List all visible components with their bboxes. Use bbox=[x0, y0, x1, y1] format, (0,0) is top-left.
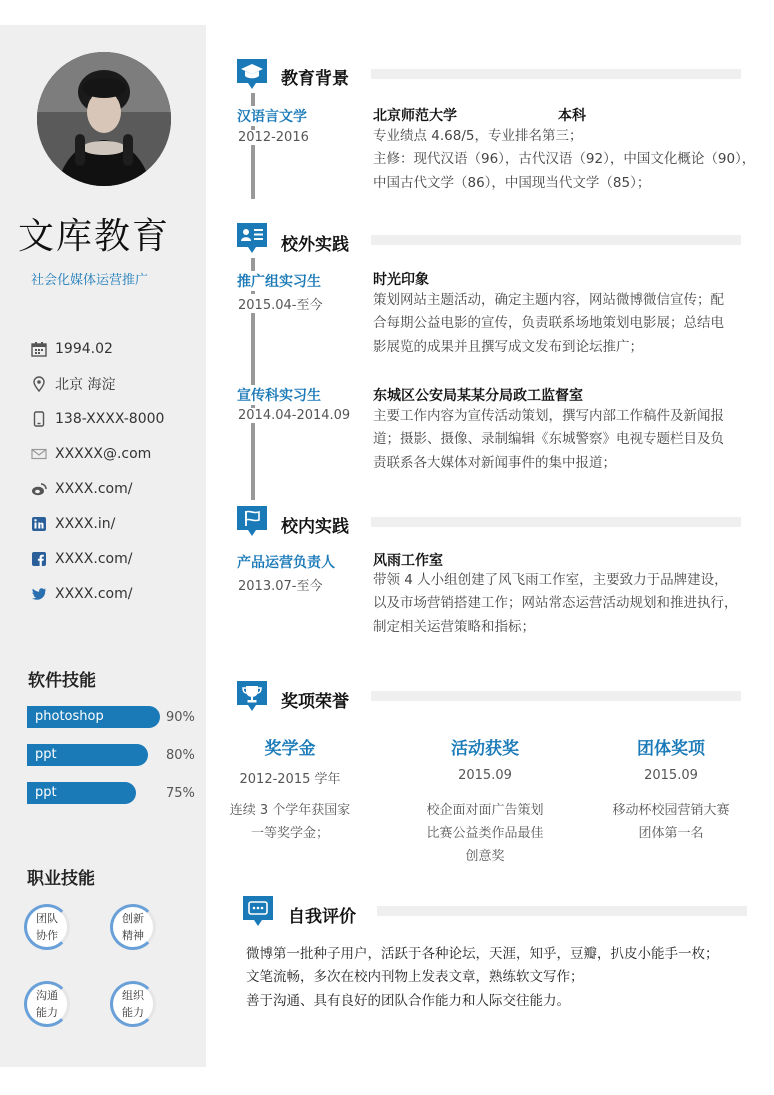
section-divider bbox=[371, 69, 741, 79]
internal-description bbox=[373, 569, 738, 639]
description-line: 道；摄影、摄像、录制编辑《东城警察》电视专题栏目及负 bbox=[373, 431, 724, 448]
external-org: 时光印象 bbox=[373, 272, 429, 288]
weibo-icon bbox=[31, 481, 47, 497]
award-description bbox=[586, 799, 756, 845]
internal-role: 产品运营负责人 bbox=[237, 555, 335, 571]
description-line: 创意奖 bbox=[465, 849, 505, 864]
section-divider bbox=[377, 906, 747, 916]
award-date: 2015.09 bbox=[458, 768, 512, 783]
description-line: 校企面对面广告策划 bbox=[426, 803, 544, 818]
location-icon bbox=[31, 376, 47, 392]
skill-ring-label: 团队 bbox=[36, 912, 58, 925]
skill-ring-label: 协作 bbox=[36, 929, 58, 942]
description-line: 微博第一批种子用户，活跃于各种论坛，天涯，知乎，豆瓣，扒皮小能手一枚； bbox=[246, 946, 719, 962]
description-line: 合每期公益电影的宣传，负责联系场地策划电影展；总结电 bbox=[373, 315, 724, 332]
external-description bbox=[373, 289, 724, 359]
contact-twitter bbox=[31, 584, 132, 604]
award-date: 2015.09 bbox=[644, 768, 698, 783]
skill-bar-ppt: ppt bbox=[27, 744, 148, 766]
mail-icon bbox=[31, 446, 47, 462]
award-title: 奖学金 bbox=[264, 739, 316, 759]
description-line: 以及市场营销搭建工作；网站常态运营活动规划和推进执行， bbox=[373, 595, 738, 612]
description-line: 移动杯校园营销大赛 bbox=[612, 803, 730, 818]
education-description bbox=[373, 125, 755, 195]
description-line: 带领 4 人小组创建了风飞雨工作室，主要致力于品牌建设， bbox=[373, 572, 728, 588]
description-line: 责联系各大媒体对新闻事件的集中报道； bbox=[373, 454, 616, 471]
skill-ring-label: 组织 bbox=[122, 989, 144, 1002]
contact-linkedin bbox=[31, 514, 115, 534]
skill-bar-photoshop: photoshop bbox=[27, 706, 160, 728]
skill-percent: 80% bbox=[166, 748, 195, 763]
external-org: 东城区公安局某某分局政工监督室 bbox=[373, 388, 583, 404]
contact-text: XXXX.com/ bbox=[55, 551, 133, 567]
description-line: 中国古代文学（86），中国现当代文学（85）； bbox=[373, 174, 651, 191]
avatar-photo bbox=[37, 52, 171, 186]
external-role: 推广组实习生 bbox=[237, 271, 325, 291]
skill-ring-innovation bbox=[110, 904, 156, 950]
external-date: 2014.04-2014.09 bbox=[238, 408, 354, 423]
contact-text: XXXX.com/ bbox=[55, 481, 133, 497]
skill-percent: 75% bbox=[166, 786, 195, 801]
skill-ring-label: 能力 bbox=[122, 1006, 144, 1019]
awards-heading: 奖项荣誉 bbox=[281, 692, 349, 712]
contact-facebook bbox=[31, 549, 132, 569]
description-line: 一等奖学金； bbox=[250, 826, 329, 841]
contact-email bbox=[31, 444, 151, 464]
external-date: 2015.04-至今 bbox=[238, 294, 326, 313]
contact-text: 1994.02 bbox=[55, 341, 113, 357]
contact-text: XXXX.com/ bbox=[55, 586, 133, 602]
internal-org: 风雨工作室 bbox=[373, 553, 443, 569]
skill-ring-communication bbox=[24, 981, 70, 1027]
award-title: 团体奖项 bbox=[637, 739, 705, 759]
contact-location bbox=[31, 374, 115, 394]
calendar-icon bbox=[31, 341, 47, 357]
phone-icon bbox=[31, 411, 47, 427]
section-divider bbox=[371, 517, 741, 527]
section-divider bbox=[371, 235, 741, 245]
skill-ring-label: 精神 bbox=[122, 929, 144, 942]
description-line: 连续 3 个学年获国家 bbox=[229, 803, 351, 818]
contact-text: XXXXX@.com bbox=[55, 446, 152, 462]
candidate-name: 文库教育 bbox=[18, 216, 171, 257]
award-description bbox=[400, 799, 570, 868]
award-title: 活动获奖 bbox=[451, 739, 519, 759]
award-description bbox=[205, 799, 375, 845]
self-evaluation-heading: 自我评价 bbox=[288, 907, 356, 927]
education-major: 汉语言文学 bbox=[237, 106, 311, 126]
external-practice-heading: 校外实践 bbox=[281, 235, 349, 255]
skill-ring-teamwork bbox=[24, 904, 70, 950]
description-line: 制定相关运营策略和指标； bbox=[373, 618, 535, 635]
skill-ring-label: 沟通 bbox=[36, 989, 58, 1002]
external-description bbox=[373, 405, 724, 475]
internal-practice-heading: 校内实践 bbox=[281, 517, 349, 537]
education-date: 2012-2016 bbox=[238, 130, 313, 145]
skill-ring-label: 能力 bbox=[36, 1006, 58, 1019]
software-skills-heading: 软件技能 bbox=[28, 671, 96, 691]
description-line: 影展览的成果并且撰写成文发布到论坛推广； bbox=[373, 338, 643, 355]
contact-text: 北京 海淀 bbox=[55, 377, 116, 393]
degree: 本科 bbox=[558, 108, 586, 124]
internal-date: 2013.07-至今 bbox=[238, 579, 323, 594]
self-evaluation-text bbox=[246, 943, 719, 1013]
flag-icon bbox=[235, 504, 269, 538]
id-card-icon bbox=[235, 221, 269, 255]
description-line: 文笔流畅，多次在校内刊物上发表文章，熟练软文写作； bbox=[246, 969, 584, 986]
description-line: 团体第一名 bbox=[638, 826, 704, 841]
skill-percent: 90% bbox=[166, 710, 195, 725]
skill-ring-organization bbox=[110, 981, 156, 1027]
education-heading: 教育背景 bbox=[281, 69, 349, 89]
graduation-cap-icon bbox=[235, 57, 269, 91]
facebook-icon bbox=[31, 551, 47, 567]
description-line: 主修：现代汉语（96），古代汉语（92），中国文化概论（90）， bbox=[373, 151, 756, 168]
contact-birthdate bbox=[31, 339, 113, 359]
description-line: 主要工作内容为宣传活动策划，撰写内部工作稿件及新闻报 bbox=[373, 408, 724, 424]
skill-ring-label: 创新 bbox=[122, 912, 144, 925]
description-line: 善于沟通、具有良好的团队合作能力和人际交往能力。 bbox=[246, 992, 570, 1009]
trophy-icon bbox=[235, 679, 269, 713]
description-line: 专业绩点 4.68/5，专业排名第三； bbox=[373, 128, 583, 144]
contact-weibo bbox=[31, 479, 132, 499]
description-line: 比赛公益类作品最佳 bbox=[426, 826, 544, 841]
skill-bar-ppt: ppt bbox=[27, 782, 136, 804]
professional-skills-heading: 职业技能 bbox=[27, 869, 95, 889]
school-name: 北京师范大学 bbox=[373, 108, 457, 124]
contact-phone bbox=[31, 409, 164, 429]
external-role: 宣传科实习生 bbox=[237, 385, 325, 405]
award-date: 2012-2015 学年 bbox=[239, 772, 341, 787]
section-divider bbox=[371, 691, 741, 701]
twitter-icon bbox=[31, 586, 47, 602]
chat-icon bbox=[241, 894, 275, 928]
avatar bbox=[37, 52, 171, 186]
contact-text: 138-XXXX-8000 bbox=[55, 411, 165, 427]
description-line: 策划网站主题活动，确定主题内容，网站微博微信宣传；配 bbox=[373, 292, 724, 308]
linkedin-icon bbox=[31, 516, 47, 532]
job-title: 社会化媒体运营推广 bbox=[31, 273, 149, 288]
contact-text: XXXX.in/ bbox=[55, 516, 116, 532]
